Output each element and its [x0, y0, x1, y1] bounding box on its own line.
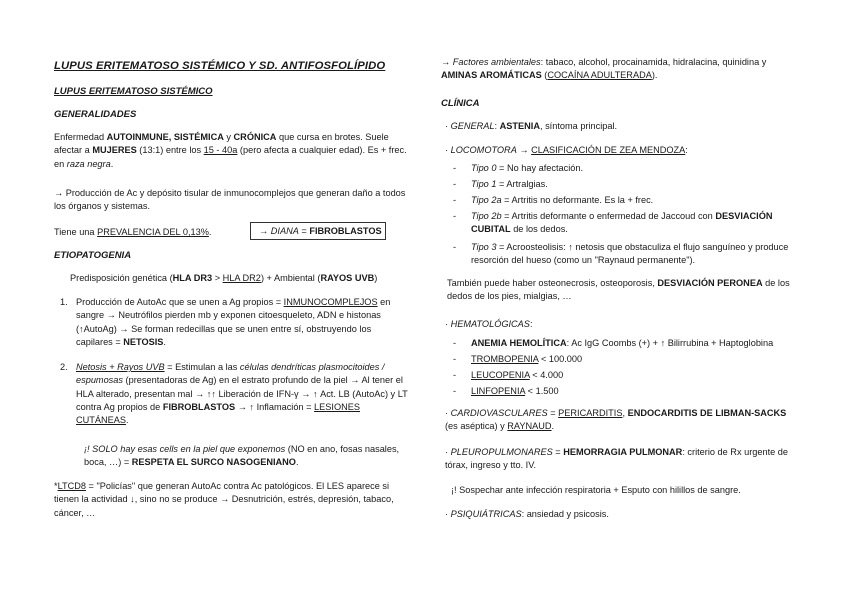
hemato-anemia: - ANEMIA HEMOLÍTICA: Ac IgG Coombs (+) + ↑ Bilirrubina + Haptoglobina: [453, 338, 774, 348]
diana-box: → DIANA = FIBROBLASTOS: [250, 222, 386, 240]
hemato-linfopenia: - LINFOPENIA < 1.500: [453, 386, 559, 396]
paragraph-predisposicion: Predisposición genética (HLA DR3 > HLA DR2) + Ambiental (RAYOS UVB): [70, 273, 378, 283]
tipo-1: - Tipo 1 = Artralgias.: [453, 179, 548, 189]
note-sospechar: ¡! Sospechar ante infección respiratoria + Esputo con hilillos de sangre.: [451, 485, 741, 495]
clinica-pleuropulmonares: · PLEUROPULMONARES = HEMORRAGIA PULMONAR: criterio de Rx urgente de tórax, ingreso y tto. IV.: [445, 447, 789, 471]
heading-generalidades: GENERALIDADES: [54, 109, 137, 120]
paragraph-produccion: → Producción de Ac y depósito tisular de inmunocomplejos que generan daño a todos los órganos y sistemas.: [54, 188, 406, 212]
clinica-locomotora: · LOCOMOTORA → CLASIFICACIÓN DE ZEA MENDOZA:: [445, 145, 688, 155]
heading-clinica: CLÍNICA: [441, 98, 480, 109]
hemato-leucopenia: - LEUCOPENIA < 4.000: [453, 370, 564, 380]
paragraph-tambien: También puede haber osteonecrosis, osteoporosis, DESVIACIÓN PERONEA de los dedos de los pies, mialgias, …: [447, 278, 790, 302]
hemato-trombopenia: - TROMBOPENIA < 100.000: [453, 354, 583, 364]
paragraph-factores-ambientales: → Factores ambientales: tabaco, alcohol, procainamida, hidralacina, quinidina y AMINAS AROMÁTICAS (COCAÍNA ADULTERADA).: [441, 57, 767, 81]
paragraph-ltcd8: *LTCD8 = "Policías" que generan AutoAc contra Ac patológicos. El LES aparece si tienen la actividad ↓, sino no se produce → Desnutrición, estrés, depresión, tabaco, cáncer, …: [54, 481, 394, 518]
list-item-1: 1. Producción de AutoAc que se unen a Ag propios = INMUNOCOMPLEJOS en sangre → Neutrófilos pierden mb y exponen citoesqueleto, ADN e histonas (↑AutoAg) → Se forman redecillas que se unen entre sí, obstruyendo los capilares = NETOSIS.: [60, 297, 391, 348]
tipo-0: - Tipo 0 = No hay afectación.: [453, 163, 584, 173]
paragraph-definicion: Enfermedad AUTOINMUNE, SISTÉMICA y CRÓNICA que cursa en brotes. Suele afectar a MUJERES (13:1) entre los 15 - 40a (pero afecta a cualquier edad). Es + frec. en raza negra.: [54, 132, 407, 169]
note-solo-piel: ¡! SOLO hay esas cells en la piel que exponemos (NO en ano, fosas nasales, boca, …) = RESPETA EL SURCO NASOGENIANO.: [84, 444, 400, 468]
clinica-cardiovasculares: · CARDIOVASCULARES = PERICARDITIS, ENDOCARDITIS DE LIBMAN-SACKS (es aséptica) y RAYNAUD.: [445, 408, 787, 432]
section-subtitle: LUPUS ERITEMATOSO SISTÉMICO: [54, 86, 213, 97]
tipo-2a: - Tipo 2a = Artritis no deformante. Es la + frec.: [453, 195, 654, 205]
clinica-hematologicas: · HEMATOLÓGICAS:: [445, 319, 533, 329]
clinica-psiquiatricas: · PSIQUIÁTRICAS: ansiedad y psicosis.: [445, 509, 609, 519]
list-item-2: 2. Netosis + Rayos UVB = Estimulan a las células dendríticas plasmocitoides / espumosas (presentadoras de Ag) en el estrato profundo de la piel → Al tener el HLA alterado, presentan mal → ↑↑ Liberación de IFN-γ → ↑ Act. LB (AutoAc) y LT contra Ag propios de FIBROBLASTOS → ↑ Inflamación = LESIONES CUTÁNEAS.: [60, 362, 408, 426]
paragraph-prevalencia: Tiene una PREVALENCIA DEL 0,13%.: [54, 227, 212, 237]
document-title: LUPUS ERITEMATOSO SISTÉMICO Y SD. ANTIFOSFOLÍPIDO: [54, 60, 386, 72]
tipo-2b: - Tipo 2b = Artritis deformante o enfermedad de Jaccoud con DESVIACIÓN CUBITAL de los dedos.: [453, 211, 773, 235]
tipo-3: - Tipo 3 = Acroosteolisis: ↑ netosis que obstaculiza el flujo sanguíneo y produce resorción del hueso (como un "Raynaud permanente").: [453, 242, 789, 266]
heading-etiopatogenia: ETIOPATOGENIA: [54, 250, 132, 261]
clinica-general: · GENERAL: ASTENIA, síntoma principal.: [445, 121, 618, 131]
